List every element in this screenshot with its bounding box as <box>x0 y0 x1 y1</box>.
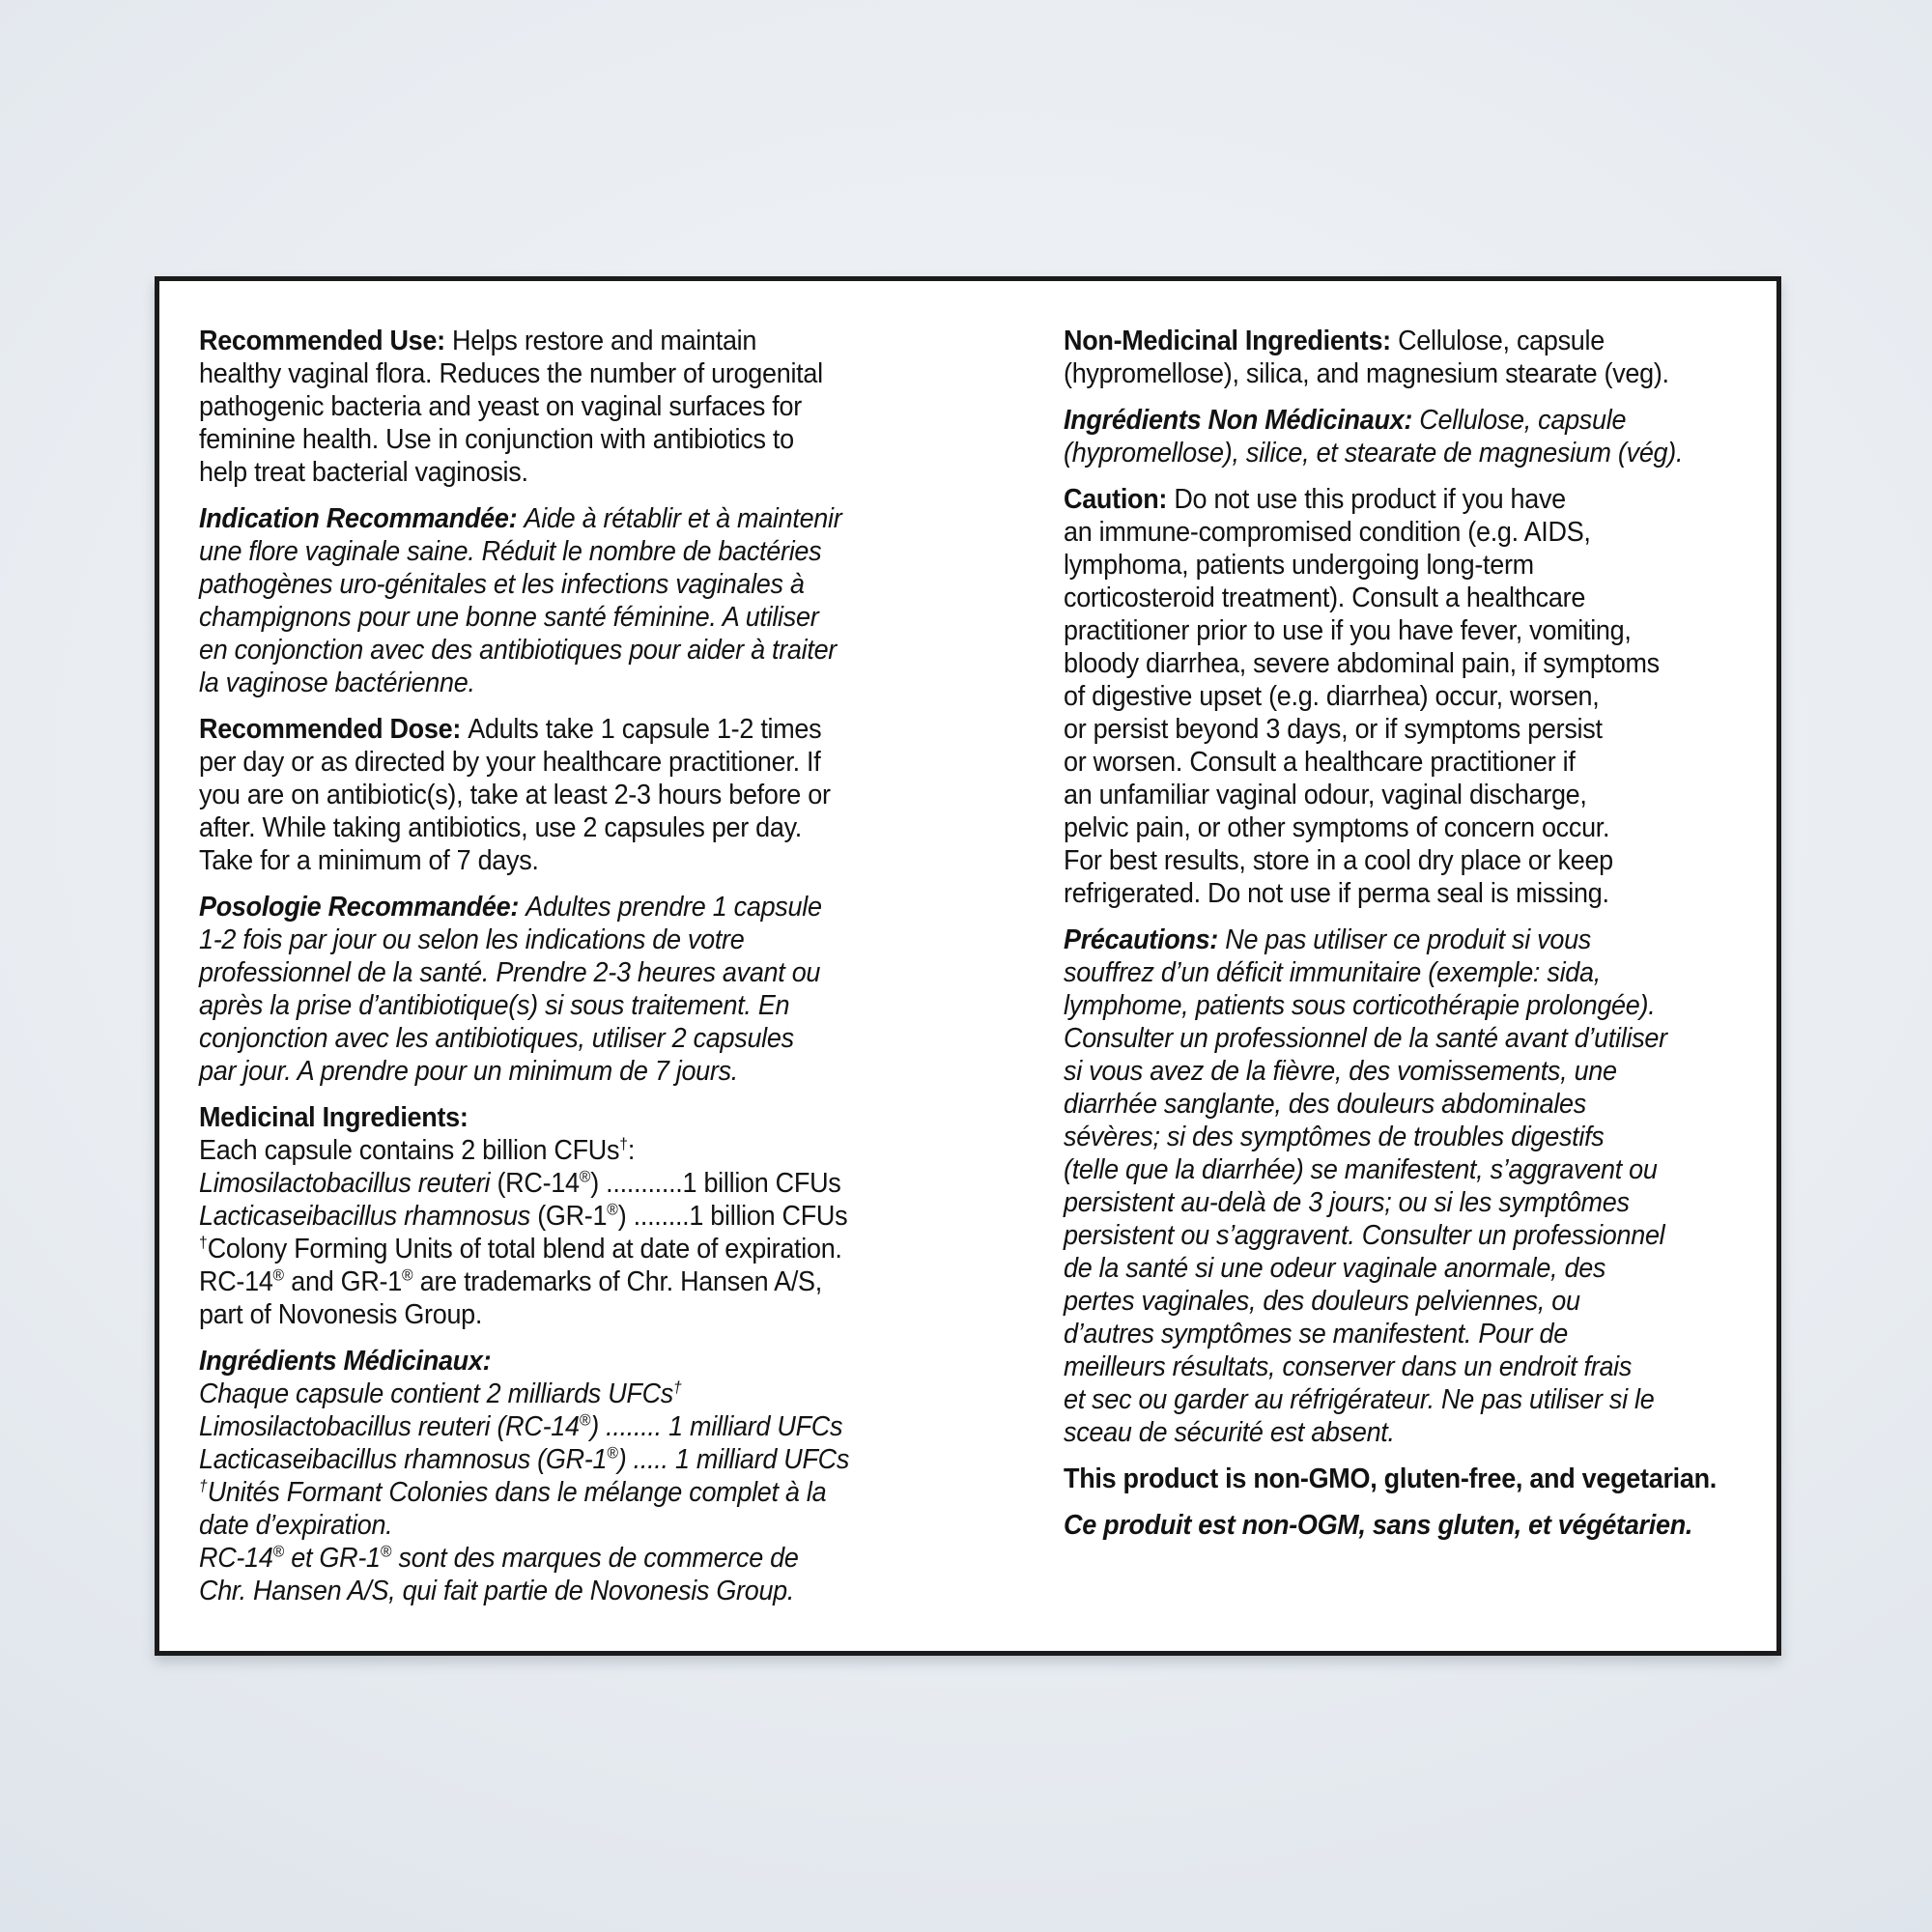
section-caution: Caution: Do not use this product if you have an immune-compromised condition (e.g. AIDS, lymphoma, patients undergoing long-term corticosteroid treatment). Consult a healthcare practitioner prior to use if you have fever, vomiting, bloody diarrhea, severe abdominal pain, if symptoms of digestive upset (e.g. diarrhea) occur, worsen, or persist beyond 3 days, or if symptoms persist or worsen. Consult a healthcare practitioner if an unfamiliar vaginal odour, vaginal discharge, pelvic pain, or other symptoms of concern occur. For best results, store in a cool dry place or keep refrigerated. Do not use if perma seal is missing. <box>1064 484 1660 909</box>
section-non-gmo-statement: This product is non-GMO, gluten-free, and vegetarian. <box>1064 1463 1718 1494</box>
section-non-medicinal-ingredients: Non-Medicinal Ingredients: Cellulose, capsule (hypromellose), silica, and magnesium stearate (veg). <box>1064 326 1669 389</box>
section-non-ogm-statement: Ce produit est non-OGM, sans gluten, et végétarien. <box>1064 1510 1693 1541</box>
label-column-english-left <box>199 325 918 1607</box>
section-recommended-use: Recommended Use: Helps restore and maintain healthy vaginal flora. Reduces the number of urogenital pathogenic bacteria and yeast on vaginal surfaces for feminine health. Use in conjunction with antibiotics to help treat bacterial vaginosis. <box>199 326 823 488</box>
section-ingredients-non-medicinaux: Ingrédients Non Médicinaux: Cellulose, capsule (hypromellose), silice, et stearate de magnesium (vég). <box>1064 405 1684 469</box>
section-precautions: Précautions: Ne pas utiliser ce produit si vous souffrez d’un déficit immunitaire (exemple: sida, lymphome, patients sous corticothérapie prolongée). Consulter un professionnel de la santé avant d’utiliser si vous avez de la fièvre, des vomissements, une diarrhée sanglante, des douleurs abdominales sévères; si des symptômes de troubles digestifs (telle que la diarrhée) se manifestent, s’aggravent ou persistent au-delà de 3 jours; ou si les symptômes persistent ou s’aggravent. Consulter un professionnel de la santé si une odeur vaginale anormale, des pertes vaginales, des douleurs pelviennes, ou d’autres symptômes se manifestent. Pour de meilleurs résultats, conserver dans un endroit frais et sec ou garder au réfrigérateur. Ne pas utiliser si le sceau de sécurité est absent. <box>1064 924 1667 1448</box>
section-medicinal-ingredients: Medicinal Ingredients: Each capsule contains 2 billion CFUs†: Limosilactobacillus reuteri (RC-14®) ...........1 billion CFUs Lacticaseibacillus rhamnosus (GR-1®) ........1 billion CFUs †Colony Forming Units of total blend at date of expiration. RC-14® and GR-1® are trademarks of Chr. Hansen A/S, part of Novonesis Group. <box>199 1102 848 1330</box>
section-posologie-recommandee: Posologie Recommandée: Adultes prendre 1 capsule 1-2 fois par jour ou selon les indications de votre professionnel de la santé. Prendre 2-3 heures avant ou après la prise d’antibiotique(s) si sous traitement. En conjonction avec les antibiotiques, utiliser 2 capsules par jour. A prendre pour un minimum de 7 jours. <box>199 892 822 1087</box>
section-recommended-dose: Recommended Dose: Adults take 1 capsule 1-2 times per day or as directed by your healthcare practitioner. If you are on antibiotic(s), take at least 2-3 hours before or after. While taking antibiotics, use 2 capsules per day. Take for a minimum of 7 days. <box>199 714 831 876</box>
section-indication-recommandee: Indication Recommandée: Aide à rétablir et à maintenir une flore vaginale saine. Réduit le nombre de bactéries pathogènes uro-génitales et les infections vaginales à champignons pour une bonne santé féminine. A utiliser en conjonction avec des antibiotiques pour aider à traiter la vaginose bactérienne. <box>199 503 842 698</box>
label-panel <box>155 276 1781 1656</box>
label-column-english-right <box>1064 325 1755 1542</box>
section-ingredients-medicinaux: Ingrédients Médicinaux: Chaque capsule contient 2 milliards UFCs† Limosilactobacillus reuteri (RC-14®) ........ 1 milliard UFCs Lacticaseibacillus rhamnosus (GR-1®) ..... 1 milliard UFCs †Unités Formant Colonies dans le mélange complet à la date d’expiration. RC-14® et GR-1® sont des marques de commerce de Chr. Hansen A/S, qui fait partie de Novonesis Group. <box>199 1346 850 1606</box>
